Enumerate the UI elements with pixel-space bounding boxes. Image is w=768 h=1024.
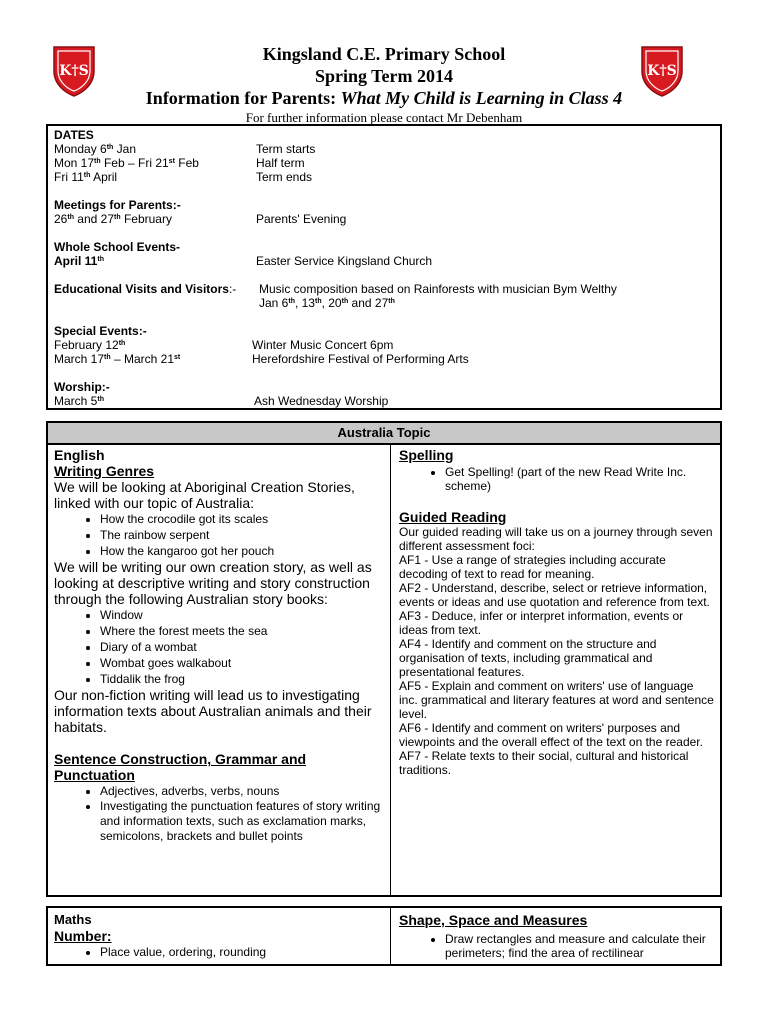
reading-column: [399, 447, 715, 777]
date-sup: th: [106, 144, 114, 151]
term-title: Spring Term 2014: [314, 66, 454, 86]
maths-section: [46, 906, 722, 966]
date-row-3: [54, 170, 117, 184]
list-item: • How the crocodile got its scales: [100, 511, 384, 527]
date-sup: st: [168, 158, 175, 165]
whole-school-event: Easter Service Kingsland Church: [256, 254, 433, 268]
list-item: • Place value, ordering, rounding: [100, 944, 384, 960]
af-item: AF2 - Understand, describe, select or retrieve information, events or ideas and use quotation and reference from text.: [399, 581, 710, 609]
date-sup: th: [288, 298, 295, 305]
maths-column: [54, 912, 384, 960]
list-item: • Investigating the punctuation features of story writing and information texts, such as exclamation marks, semicolons, brackets and bullet points: [100, 799, 384, 844]
date-text: and 27: [348, 296, 389, 310]
dates-heading: DATES: [54, 128, 94, 142]
date-text: and 27: [73, 212, 115, 226]
shape-heading: Shape, Space and Measures: [399, 912, 588, 928]
worship-row: [54, 394, 104, 408]
meetings-heading: Meetings for Parents:-: [54, 198, 181, 212]
dates-section: [46, 124, 722, 410]
contact-line: For further information please contact Mr Debenham: [245, 110, 523, 125]
date-text: Jan 6: [259, 296, 289, 310]
visits-heading: Educational Visits and Visitors: [54, 282, 229, 296]
date-text: , 13: [294, 296, 315, 310]
writing-genres-heading: Writing Genres: [54, 463, 155, 479]
school-name: Kingsland C.E. Primary School: [262, 44, 506, 64]
list-item: • Diary of a wombat: [100, 639, 384, 655]
list-item: • Adjectives, adverbs, verbs, nouns: [100, 783, 384, 799]
date-text: February: [120, 212, 172, 226]
date-sup: th: [97, 396, 104, 403]
whole-school-heading: Whole School Events-: [54, 240, 181, 254]
date-sup: th: [114, 214, 121, 221]
english-para-2: We will be writing our own creation story, as well as looking at descriptive writing and story construction through the following Australian story books:: [54, 559, 372, 607]
date-text: Feb: [174, 156, 199, 170]
date-row-2-event: Half term: [256, 156, 305, 170]
number-list: [54, 944, 384, 960]
date-row-3-event: Term ends: [256, 170, 313, 184]
topic-title: Australia Topic: [48, 423, 720, 445]
date-text: , 20: [321, 296, 342, 310]
list-item: • Draw rectangles and measure and calculate their perimeters; find the area of rectilinear: [445, 932, 715, 960]
spelling-heading: Spelling: [399, 447, 454, 463]
special-event-1: Winter Music Concert 6pm: [252, 338, 394, 352]
date-sup: th: [104, 354, 111, 361]
visits-sep: :-: [228, 282, 237, 296]
af-item: AF4 - Identify and comment on the structure and organisation of texts, including grammatical and presentational features.: [399, 637, 657, 679]
special-event-2: Herefordshire Festival of Performing Arts: [252, 352, 469, 366]
date-text: Feb – Fri 21: [100, 156, 169, 170]
date-text: Jan: [113, 142, 136, 156]
info-title: [60, 88, 708, 109]
af-item: AF1 - Use a range of strategies including accurate decoding of text to read for meaning.: [399, 553, 666, 581]
date-text: April: [90, 170, 118, 184]
column-divider: [390, 445, 391, 895]
worship-heading: Worship:-: [54, 380, 110, 394]
english-intro: We will be looking at Aboriginal Creation Stories, linked with our topic of Australia:: [54, 479, 355, 511]
column-divider: [390, 908, 391, 964]
date-sup: th: [94, 158, 101, 165]
english-heading: English: [54, 447, 105, 463]
number-heading: Number:: [54, 928, 112, 944]
list-item: • Window: [100, 607, 384, 623]
date-row-2: [54, 156, 199, 170]
date-sup: th: [97, 256, 104, 263]
date-row-1: [54, 142, 136, 156]
sentence-construction-heading: Sentence Construction, Grammar and Punctuation: [54, 751, 307, 783]
list-item: • The rainbow serpent: [100, 527, 384, 543]
worship-event: Ash Wednesday Worship: [254, 394, 389, 408]
date-sup: th: [83, 172, 91, 179]
date-text: – March 21: [110, 352, 175, 366]
guided-reading-heading: Guided Reading: [399, 509, 507, 525]
date-sup: st: [174, 354, 181, 361]
date-text: Mon 17: [54, 156, 95, 170]
date-text: Fri 11: [54, 170, 84, 184]
date-row-1-event: Term starts: [256, 142, 316, 156]
info-italic: What My Child is Learning in Class 4: [340, 88, 623, 108]
date-sup: th: [314, 298, 322, 305]
shape-list: [399, 932, 715, 960]
guided-intro: Our guided reading will take us on a journey through seven different assessment foci:: [399, 525, 713, 553]
date-text: March 17: [54, 352, 105, 366]
date-text: Monday 6: [54, 142, 107, 156]
spelling-list: [399, 465, 715, 493]
list-item: • How the kangaroo got her pouch: [100, 543, 384, 559]
special-heading: Special Events:-: [54, 324, 147, 338]
list-item: • Tiddalik the frog: [100, 671, 384, 687]
maths-heading: Maths: [54, 912, 92, 927]
meetings-row: [54, 212, 172, 226]
list-item: • Where the forest meets the sea: [100, 623, 384, 639]
english-para-3: Our non-fiction writing will lead us to investigating information texts about Australian animals and their habitats.: [54, 687, 372, 735]
shape-column: [399, 912, 715, 960]
date-text: February 12: [54, 338, 119, 352]
story-books-list: [54, 607, 384, 687]
date-text: April 11: [54, 254, 98, 268]
af-item: AF3 - Deduce, infer or interpret information, events or ideas from text.: [399, 609, 684, 637]
af-item: AF6 - Identify and comment on writers' purposes and viewpoints and the overall effect of the text on the reader.: [399, 721, 703, 749]
svg-text:K†S: K†S: [647, 63, 677, 79]
visits-event-1: Music composition based on Rainforests with musician Bym Welthy: [259, 282, 617, 296]
list-item: • Get Spelling! (part of the new Read Write Inc. scheme): [445, 465, 715, 493]
visits-row: [54, 282, 236, 296]
whole-school-row: [54, 254, 104, 268]
date-sup: th: [388, 298, 395, 305]
australia-topic-section: [46, 421, 722, 897]
date-text: March 5: [54, 394, 98, 408]
date-sup: th: [118, 340, 126, 347]
meetings-event: Parents' Evening: [256, 212, 347, 226]
special-row-2: [54, 352, 180, 366]
date-text: 26: [54, 212, 68, 226]
date-sup: th: [67, 214, 74, 221]
special-row-1: [54, 338, 125, 352]
date-sup: th: [341, 298, 349, 305]
english-column: [54, 447, 384, 844]
list-item: • Wombat goes walkabout: [100, 655, 384, 671]
info-prefix: Information for Parents:: [145, 88, 337, 108]
svg-text:K†S: K†S: [59, 63, 89, 79]
af-item: AF5 - Explain and comment on writers' use of language inc. grammatical and literary features at word and sentence level.: [399, 679, 714, 721]
creation-stories-list: [54, 511, 384, 559]
af-item: AF7 - Relate texts to their social, cultural and historical traditions.: [399, 749, 689, 777]
grammar-list: [54, 783, 384, 844]
visits-event-2: [259, 296, 395, 310]
